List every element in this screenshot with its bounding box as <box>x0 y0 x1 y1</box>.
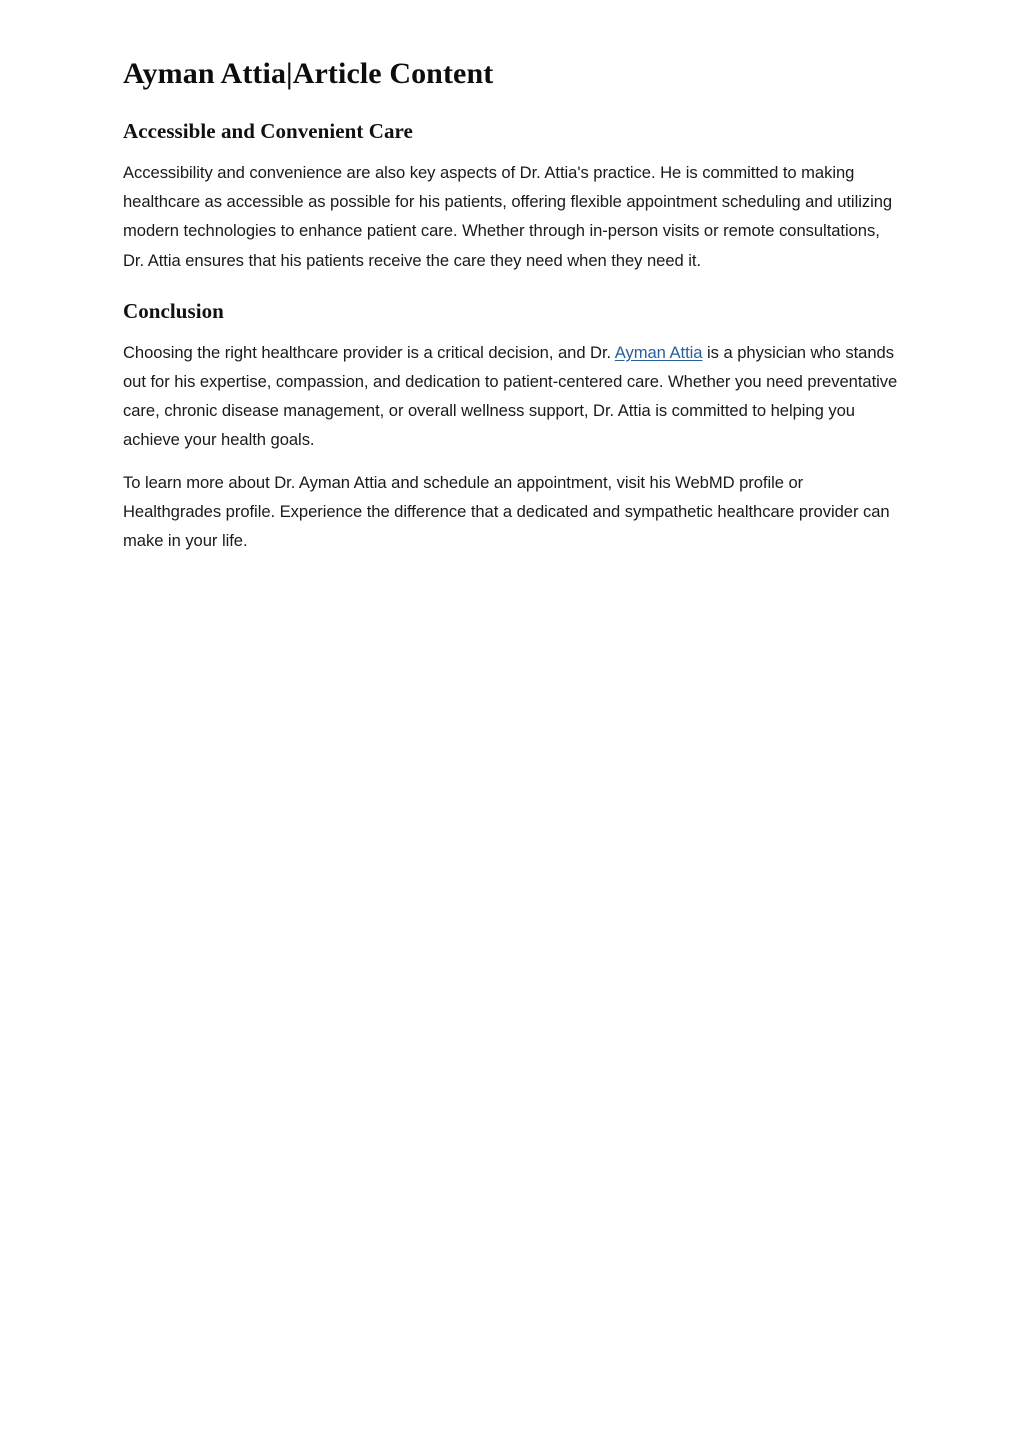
section-heading-accessible-and-convenient-care: Accessible and Convenient Care <box>123 119 413 143</box>
link-ayman-attia[interactable]: Ayman Attia <box>614 342 703 362</box>
conclusion-text-before-link: Choosing the right healthcare provider is a critical decision, and Dr. <box>123 342 615 362</box>
section-spacer <box>123 275 903 298</box>
section-heading-conclusion: Conclusion <box>123 298 224 323</box>
conclusion-text-after-link: is a physician who stands out for his expertise, compassion, and dedication to patient-centered care. Whether you need preventative care, chronic disease management, or overall wellness support, Dr. Attia is committed to helping you achieve your health goals. <box>123 342 898 450</box>
paragraph-learn-more: To learn more about Dr. Ayman Attia and schedule an appointment, visit his WebMD profile or Healthgrades profile. Experience the difference that a dedicated and sympathetic healthcare provider can make in your life. <box>123 472 890 551</box>
page-title: Ayman Attia|Article Content <box>123 57 494 90</box>
title-spacer <box>123 93 903 118</box>
paragraph-accessibility: Accessibility and convenience are also key aspects of Dr. Attia's practice. He is committed to making healthcare as accessible as possible for his patients, offering flexible appointment scheduling and utilizing modern technologies to enhance patient care. Whether through in-person visits or remote consultations, Dr. Attia ensures that his patients receive the care they need when they need it. <box>123 163 893 270</box>
paragraph-conclusion-primary <box>123 338 905 455</box>
